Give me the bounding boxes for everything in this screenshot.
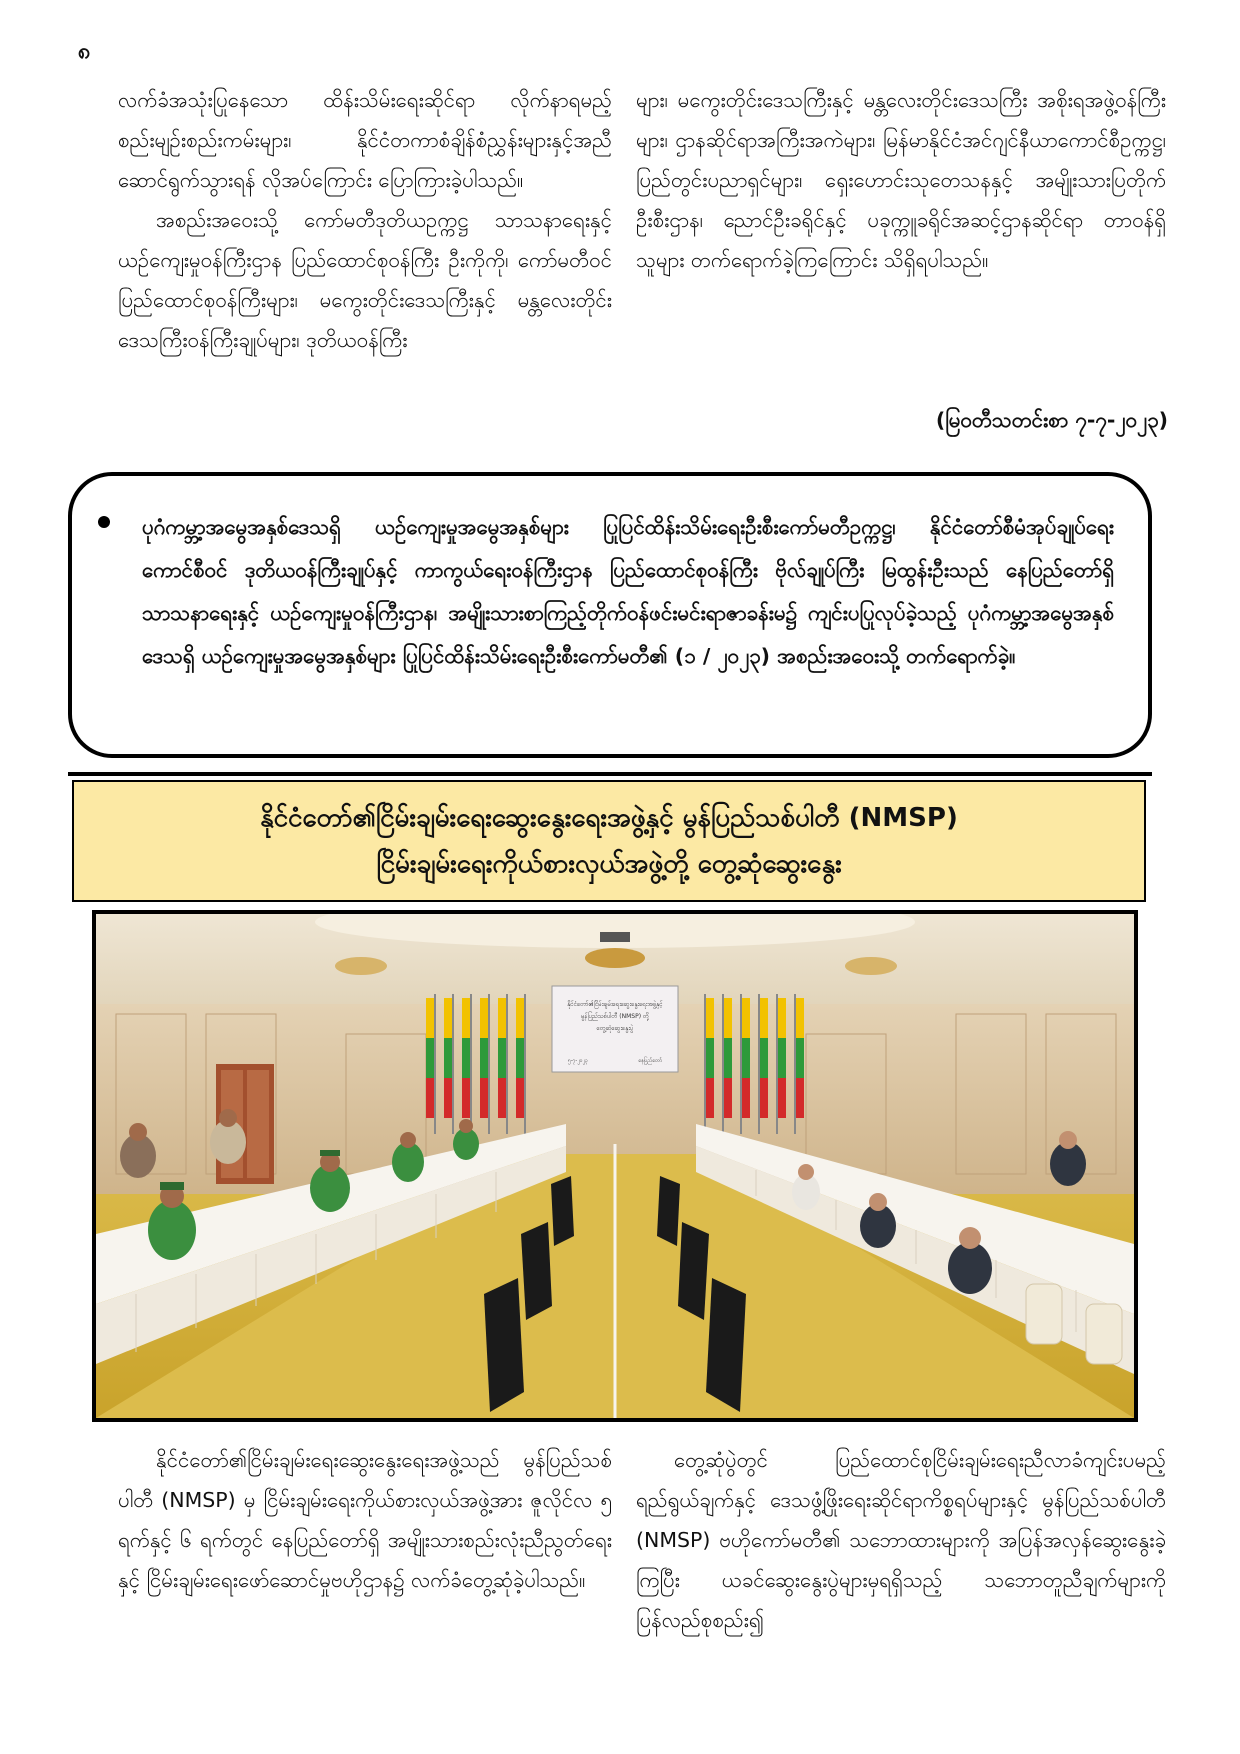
screen-subtitle-1: မွန်ပြည်သစ်ပါတီ (NMSP) တို့ xyxy=(581,1013,649,1020)
article-top-paragraph-3: များ၊ မကွေးတိုင်းဒေသကြီးနှင့် မန္တလေးတိုင်းဒေသကြီး အစိုးရအဖွဲ့ဝန်ကြီးများ၊ ဌာနဆိုင်ရာအကြီးအကဲများ၊ မြန်မာနိုင်ငံအင်ဂျင်နီယာကောင်စီဥက္ကဋ္ဌ၊ ပြည်တွင်းပညာရှင်များ၊ ရှေးဟောင်းသုတေသနနှင့် အမျိုးသားပြတိုက်ဦးစီးဌာန၊ ညောင်ဦးခရိုင်နှင့် ပခုက္ကူခရိုင်အဆင့်ဌာနဆိုင်ရာ တာဝန်ရှိသူများ တက်ရောက်ခဲ့ကြကြောင်း သိရှိရပါသည်။ xyxy=(636,88,1166,272)
screen-place: နေပြည်တော် xyxy=(638,1058,662,1064)
article-top-left-column xyxy=(118,80,612,360)
screen-title: နိုင်ငံတော်၏ငြိမ်းချမ်းရေးဆွေးနွေးရေးအဖွဲ့နှင့် xyxy=(567,1001,663,1008)
news-source-citation: (မြဝတီသတင်းစာ ၇-၇-၂၀၂၃) xyxy=(935,408,1168,432)
screen-date: ၅-၇-၂၀၂၃ xyxy=(568,1058,588,1064)
callout-text: ပုဂံကမ္ဘာ့အမွေအနှစ်ဒေသရှိ ယဉ်ကျေးမှုအမွေအနှစ်များ ပြုပြင်ထိန်းသိမ်းရေးဦးစီးကော်မတီဥက္ကဋ္ဌ၊ နိုင်ငံတော်စီမံအုပ်ချုပ်ရေးကောင်စီဝင် ဒုတိယဝန်ကြီးချုပ်နှင့် ကာကွယ်ရေးဝန်ကြီးဌာန ပြည်ထောင်စုဝန်ကြီး ဗိုလ်ချုပ်ကြီး မြထွန်းဦးသည် နေပြည်တော်ရှိ သာသနာရေးနှင့် ယဉ်ကျေးမှုဝန်ကြီးဌာန၊ အမျိုးသားစာကြည့်တိုက်ဝန်ဖင်းမင်းရာဇာခန်းမ၌ ကျင်းပပြုလုပ်ခဲ့သည့် ပုဂံကမ္ဘာ့အမွေအနှစ်ဒေသရှိ ယဉ်ကျေးမှုအမွေအနှစ်များ ပြုပြင်ထိန်းသိမ်းရေးဦးစီးကော်မတီ၏ (၁ / ၂၀၂၃) အစည်းအဝေးသို့ တက်ရောက်ခဲ့။ xyxy=(142,515,1114,668)
page-number: ၈ xyxy=(78,39,91,64)
headline-line-2: ငြိမ်းချမ်းရေးကိုယ်စားလှယ်အဖွဲ့တို့ တွေ့ဆုံဆွေးနွေး xyxy=(376,849,842,879)
article-bottom-paragraph-1: နိုင်ငံတော်၏ငြိမ်းချမ်းရေးဆွေးနွေးရေးအဖွဲ့သည် မွန်ပြည်သစ်ပါတီ (NMSP) မှ ငြိမ်းချမ်းရေးကိုယ်စားလှယ်အဖွဲ့အား ဇူလိုင်လ ၅ ရက်နှင့် ၆ ရက်တွင် နေပြည်တော်ရှိ အမျိုးသားစည်းလုံးညီညွတ်ရေးနှင့် ငြိမ်းချမ်းရေးဖော်ဆောင်မှုဗဟိုဌာန၌ လက်ခံတွေ့ဆုံခဲ့ပါသည်။ xyxy=(118,1448,612,1592)
meeting-photo xyxy=(92,910,1138,1422)
meeting-hall-illustration xyxy=(96,914,1134,1418)
article-top-paragraph-2: အစည်းအဝေးသို့ ကော်မတီဒုတိယဥက္ကဋ္ဌ သာသနာရေးနှင့် ယဉ်ကျေးမှုဝန်ကြီးဌာန ပြည်ထောင်စုဝန်ကြီး ဦးကိုကို၊ ကော်မတီဝင်ပြည်ထောင်စုဝန်ကြီးများ၊ မကွေးတိုင်းဒေသကြီးနှင့် မန္တလေးတိုင်းဒေသကြီးဝန်ကြီးချုပ်များ၊ ဒုတိယဝန်ကြီး xyxy=(118,208,612,352)
article-bottom-right-column xyxy=(636,1440,1166,1640)
headline-banner xyxy=(72,780,1146,902)
headline-line-1: နိုင်ငံတော်၏ငြိမ်းချမ်းရေးဆွေးနွေးရေးအဖွဲ့နှင့် မွန်ပြည်သစ်ပါတီ (NMSP) xyxy=(260,803,958,833)
article-top-paragraph-1: လက်ခံအသုံးပြုနေသော ထိန်းသိမ်းရေးဆိုင်ရာ လိုက်နာရမည့်စည်းမျဉ်းစည်းကမ်းများ၊ နိုင်ငံတကာစံချိန်စံညွှန်းများနှင့်အညီ ဆောင်ရွက်သွားရန် လိုအပ်ကြောင်း ပြောကြားခဲ့ပါသည်။ xyxy=(118,88,612,192)
summary-callout-box xyxy=(68,472,1152,758)
section-divider xyxy=(68,772,1152,776)
article-top-right-column xyxy=(636,80,1166,280)
screen-subtitle-2: တွေ့ဆုံဆွေးနွေးပွဲ xyxy=(596,1025,634,1032)
bullet-icon xyxy=(98,516,110,528)
article-bottom-left-column xyxy=(118,1440,612,1600)
article-bottom-paragraph-2: တွေ့ဆုံပွဲတွင် ပြည်ထောင်စုငြိမ်းချမ်းရေးညီလာခံကျင်းပမည့် ရည်ရွယ်ချက်နှင့် ဒေသဖွံ့ဖြိုးရေးဆိုင်ရာကိစ္စရပ်များနှင့် မွန်ပြည်သစ်ပါတီ (NMSP) ဗဟိုကော်မတီ၏ သဘောထားများကို အပြန်အလှန်ဆွေးနွေးခဲ့ကြပြီး ယခင်ဆွေးနွေးပွဲများမှရရှိသည့် သဘောတူညီချက်များကို ပြန်လည်စုစည်း၍ xyxy=(636,1448,1166,1632)
